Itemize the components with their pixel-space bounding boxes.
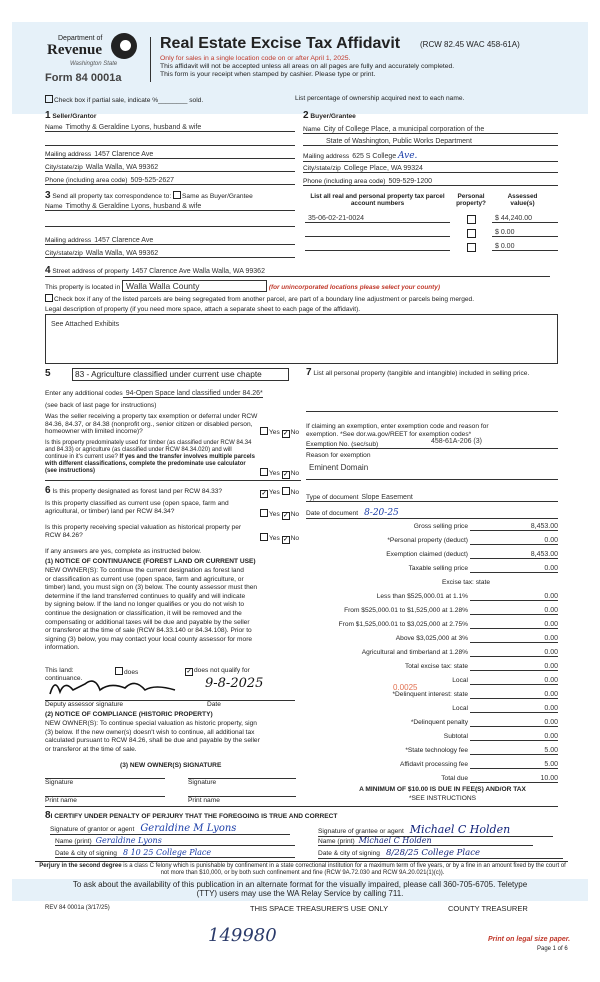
- personal-header: Personal property?: [456, 193, 486, 207]
- label: Phone (including area code): [303, 178, 386, 185]
- segregate-checkbox[interactable]: [45, 294, 53, 302]
- label: Mailing address: [45, 237, 92, 244]
- label: Exemption No. (sec/sub): [306, 441, 379, 448]
- assessor-sig-line: Deputy assessor signature Date: [45, 700, 295, 708]
- calc-label: *Delinquent interest: state: [392, 691, 468, 698]
- grantor-name-field[interactable]: Geraldine Lyons: [95, 836, 162, 845]
- assessed-value-field[interactable]: $ 0.00: [495, 229, 515, 236]
- form-number: Form 84 0001a: [45, 72, 122, 84]
- does-label: does: [124, 669, 139, 676]
- dept-label: Department of: [58, 35, 103, 42]
- personal-property-field[interactable]: [306, 405, 558, 412]
- current-use-question: Is this property classified as current use (open space, farm and agricultural, or timber) land per RCW 84.34?: [45, 500, 229, 515]
- divider: [45, 480, 301, 481]
- document-type-field[interactable]: Slope Easement: [361, 494, 413, 501]
- label: Mailing address: [303, 153, 350, 160]
- calc-value-field[interactable]: 0.00: [470, 537, 558, 545]
- legal-description-text: See Attached Exhibits: [51, 321, 120, 328]
- new-owner-print-1[interactable]: Print name: [45, 796, 165, 804]
- calc-label: Exemption claimed (deduct): [386, 551, 468, 558]
- historic-yes-checkbox[interactable]: [260, 533, 268, 541]
- section-number: 5: [45, 368, 51, 379]
- forest-question: Is this property designated as forest land per RCW 84.33?: [52, 488, 223, 495]
- calc-label: Total excise tax: state: [404, 663, 468, 670]
- receipt-number: 149980: [208, 925, 277, 946]
- corr-mail-field[interactable]: 1457 Clarence Ave: [94, 237, 154, 244]
- calc-value-field[interactable]: 0.00: [470, 593, 558, 601]
- see-instructions: *SEE INSTRUCTIONS: [408, 795, 477, 802]
- label: Name: [303, 126, 321, 133]
- calc-label: *Personal property (deduct): [387, 537, 468, 544]
- personal-property-checkbox[interactable]: [467, 243, 476, 252]
- calc-label: *Delinquent penalty: [410, 719, 468, 726]
- yes-label: Yes: [269, 535, 280, 542]
- label: Enter any additional codes: [45, 390, 123, 397]
- legal-description-field[interactable]: [45, 314, 558, 364]
- section-number: 7: [306, 367, 312, 378]
- notice-1: This affidavit will not be accepted unless all areas on all pages are fully and accurately completed.: [160, 63, 455, 70]
- notice-continuance-text: NEW OWNER(S): To continue the current designation as forest land or classification as current use (open space, farm and agriculture, or timber) land, you must sign on (3) below. The county assessor must then determine if the land transferred continues to qualify and will indicate by signing below. If the land no longer qualifies or you do not wish to continue the designation or classification, it will be removed and the compensating or additional taxes will be due and payable by the seller or transferor at the time of sale (RCW 84.33.140 or 84.34.108). Prior to signing (3) below, you may contact your local county assessor for more information.: [45, 567, 258, 652]
- yes-label: Yes: [269, 429, 280, 436]
- historic-question: Is this property receiving special valuation as historical property per RCW 84.26?: [45, 524, 242, 539]
- calc-value-field[interactable]: 0.00: [470, 733, 558, 741]
- calc-label: Less than $525,000.01 at 1.1%: [376, 593, 468, 600]
- no-label: No: [290, 489, 300, 496]
- label: Date & city of signing: [318, 850, 380, 857]
- calc-value-field[interactable]: 0.00: [470, 719, 558, 727]
- yes-label: Yes: [269, 511, 280, 518]
- q2-yes-checkbox[interactable]: [260, 468, 268, 476]
- calc-label: *State technology fee: [405, 747, 468, 754]
- seller-mail-field[interactable]: 1457 Clarence Ave: [94, 151, 154, 158]
- label: Deputy assessor signature: [45, 701, 124, 708]
- reason-line: [306, 478, 558, 480]
- reason-field[interactable]: Eminent Domain: [309, 463, 369, 472]
- notice-continuance-title: (1) NOTICE OF CONTINUANCE (FOREST LAND OR CURRENT USE): [45, 558, 256, 565]
- corr-name-line2[interactable]: [45, 217, 295, 227]
- page-number: Page 1 of 6: [537, 946, 568, 952]
- state-label: Washington State: [70, 61, 118, 67]
- calc-value-field[interactable]: 0.00: [470, 677, 558, 685]
- assessed-header: Assessed value(s): [507, 193, 538, 207]
- ownership-note: List percentage of ownership acquired next to each name.: [295, 95, 465, 102]
- label: Name (print): [318, 838, 355, 845]
- seller-city-field[interactable]: Walla Walla, WA 99362: [85, 164, 159, 171]
- q2-no-checkbox[interactable]: ✓: [283, 472, 289, 478]
- calc-label: Excise tax: state: [441, 579, 490, 586]
- notice-compliance-title: (2) NOTICE OF COMPLIANCE (HISTORIC PROPERTY): [45, 711, 213, 718]
- calc-label: Total due: [441, 775, 468, 782]
- notice-compliance-text: NEW OWNER(S): To continue special valuation as historic property, sign (3) below. If the new owner(s) doesn't wish to continue, all additional tax calculated pursuant to RCW 84.26, shall be due and payable by the seller or transferor at the time of sale.: [45, 720, 260, 753]
- label: Type of document: [306, 494, 359, 501]
- current-use-yes-checkbox[interactable]: [260, 509, 268, 517]
- partial-sale-checkbox[interactable]: [45, 95, 203, 104]
- personal-property-prompt: List all personal property (tangible and intangible) included in selling price.: [313, 370, 530, 377]
- buyer-name-field[interactable]: City of College Place, a municipal corporation of the: [323, 126, 485, 133]
- section-number: 4: [45, 265, 51, 276]
- calc-value-field[interactable]: 0.00: [470, 705, 558, 713]
- new-owner-signature-2[interactable]: Signature: [188, 778, 296, 786]
- yes-label: Yes: [269, 470, 280, 477]
- label: City/state/zip: [303, 165, 341, 172]
- section-number: 3: [45, 190, 51, 201]
- rcw-ref: (RCW 82.45 WAC 458-61A): [420, 40, 520, 49]
- section-number: 2: [303, 110, 309, 121]
- label: Signature of grantor or agent: [50, 826, 135, 833]
- calc-value-field[interactable]: 5.00: [470, 761, 558, 769]
- assessed-value-field[interactable]: $ 44,240.00: [495, 215, 532, 222]
- handwritten-ave: Ave.: [398, 151, 418, 161]
- same-as-buyer-checkbox[interactable]: [173, 191, 181, 199]
- exemption-question: Was the seller receiving a property tax exemption or deferral under RCW 84.36, 84.37, or 84.38 (nonprofit org., senior citizen or disabled person, homeowner with limited income)?: [45, 413, 258, 435]
- alt-format-notice: To ask about the availability of this publication in an alternate format for the visually impaired, please call 360-705-6705. Teletype (TTY) users may use the WA Relay Service by calling 711.: [72, 880, 528, 898]
- calc-value-field[interactable]: 10.00: [470, 775, 558, 783]
- certify-statement: I CERTIFY UNDER PENALTY OF PERJURY THAT THE FOREGOING IS TRUE AND CORRECT: [50, 813, 338, 820]
- calc-value-field[interactable]: 0.00: [470, 621, 558, 629]
- segregate-label: Check box if any of the listed parcels are being segregated from another parcel, are part of a boundary line adjustment or parcels being merged.: [54, 296, 475, 303]
- no-label: No: [290, 429, 300, 436]
- exemption-instructions: If claiming an exemption, enter exemption code and reason for exemption. *See dor.wa.gov/REET for exemption codes*: [306, 423, 489, 438]
- exemption-number-field[interactable]: 458-61A-206 (3): [431, 438, 482, 445]
- label: City/state/zip: [45, 250, 83, 257]
- grantor-signature[interactable]: Geraldine M Lyons: [140, 823, 237, 834]
- calc-value-field[interactable]: 0.00: [470, 565, 558, 573]
- parcel-number-field[interactable]: [305, 243, 308, 250]
- see-back-note: (see back of last page for instructions): [45, 402, 157, 409]
- q1-no-checkbox[interactable]: ✓: [283, 431, 289, 437]
- label: Mailing address: [45, 151, 92, 158]
- grantee-date-field[interactable]: 8/28/25 College Place: [385, 848, 480, 858]
- parcel-header: List all real and personal property tax parcel account numbers: [310, 193, 445, 207]
- buyer-city-field[interactable]: College Place, WA 99324: [343, 165, 423, 172]
- grantee-name-field[interactable]: Michael C Holden: [358, 836, 432, 845]
- timber-question: Is this property predominately used for timber (as classified under RCW 84.34 and 84.33) or agriculture (as classified under RCW 84.34.020) and will continue in it's current use? If yes and the transfer involves multiple parcels with different classifications, complete the predominate use calculator (see instructions): [45, 440, 255, 474]
- if-any-note: If any answers are yes, complete as instructed below.: [45, 548, 202, 555]
- reason-label: Reason for exemption: [306, 452, 371, 459]
- calc-label: Local: [452, 705, 468, 712]
- same-as-buyer-label: Same as Buyer/Grantee: [182, 193, 253, 200]
- label: Date of document: [306, 510, 359, 517]
- county-treasurer-label: COUNTY TREASURER: [448, 904, 528, 913]
- new-owner-signature-title: (3) NEW OWNER(S) SIGNATURE: [120, 762, 222, 769]
- header-divider: [150, 37, 151, 82]
- label: Name: [45, 124, 63, 131]
- corr-title: Send all property tax correspondence to:: [52, 193, 172, 200]
- label: Name: [45, 203, 63, 210]
- personal-property-checkbox[interactable]: [467, 215, 476, 224]
- section-number: 8: [45, 810, 51, 821]
- calc-label: Affidavit processing fee: [399, 761, 468, 768]
- land-use-code-select[interactable]: 83 - Agriculture classified under current use chapte: [72, 368, 289, 381]
- no-label: No: [290, 535, 300, 542]
- calc-label: Gross selling price: [413, 523, 468, 530]
- label: Street address of property: [52, 268, 129, 275]
- divider: [35, 861, 568, 862]
- no-label: No: [290, 511, 300, 518]
- buyer-mail-field[interactable]: 625 S College: [352, 153, 397, 160]
- divider: [45, 806, 558, 807]
- calc-value-field[interactable]: 8,453.00: [470, 551, 558, 559]
- calc-value-field[interactable]: 0.00: [470, 691, 558, 699]
- section-number: 1: [45, 110, 51, 121]
- label: Signature of grantee or agent: [318, 828, 404, 835]
- assessor-signature: [45, 672, 225, 700]
- calc-value-field[interactable]: 0.00: [470, 607, 558, 615]
- grantee-signature[interactable]: Michael C Holden: [409, 823, 511, 836]
- does-not-label: does not qualify for: [194, 667, 250, 674]
- street-address-field[interactable]: 1457 Clarence Ave Walla Walla, WA 99362: [131, 268, 265, 275]
- additional-codes-field[interactable]: 94-Open Space land classified under 84.26*: [123, 390, 263, 398]
- corr-name-field[interactable]: Timothy & Geraldine Lyons, husband & wife: [65, 203, 202, 210]
- calc-value-field[interactable]: 0.00: [470, 663, 558, 671]
- local-rate: 0.0025: [393, 683, 418, 692]
- calc-value-field[interactable]: 0.00: [470, 649, 558, 657]
- calc-label: From $525,000.01 to $1,525,000 at 1.28%: [344, 607, 468, 614]
- buyer-phone-field[interactable]: 509-529-1200: [388, 178, 433, 185]
- document-date-field[interactable]: 8-20-25: [364, 508, 399, 518]
- does-not-checkbox[interactable]: ✓: [186, 669, 192, 675]
- new-owner-print-2[interactable]: Print name: [188, 796, 296, 804]
- minimum-due-note: A MINIMUM OF $10.00 IS DUE IN FEE(S) AND/OR TAX: [359, 786, 526, 793]
- personal-property-checkbox[interactable]: [467, 229, 476, 238]
- seller-phone-field[interactable]: 509-525-2627: [130, 177, 175, 184]
- label: Name (print): [55, 838, 92, 845]
- label: This property is located in: [45, 284, 121, 291]
- assessed-value-field[interactable]: $ 0.00: [495, 243, 515, 250]
- new-owner-signature-1[interactable]: Signature: [45, 778, 165, 786]
- forest-no-checkbox[interactable]: [282, 487, 290, 495]
- section-number: 6: [45, 485, 51, 496]
- dor-logo-icon: [111, 33, 137, 59]
- treasurer-use-label: THIS SPACE TREASURER'S USE ONLY: [250, 904, 389, 913]
- calc-label: Agricultural and timberland at 1.28%: [361, 649, 468, 656]
- notice-2: This form is your receipt when stamped by cashier. Please type or print.: [160, 71, 376, 78]
- revision: REV 84 0001a (3/17/25): [45, 905, 110, 911]
- calc-label: Local: [452, 677, 468, 684]
- no-label: No: [290, 470, 300, 477]
- assessor-date: 9-8-2025: [205, 676, 264, 691]
- forest-yes-checkbox[interactable]: ✓: [261, 491, 267, 497]
- revenue-logo-text: Revenue: [47, 42, 102, 58]
- page-title: Real Estate Excise Tax Affidavit: [160, 35, 401, 52]
- parcel-number-field[interactable]: 35-06-02-21-0024: [308, 215, 365, 222]
- calc-label: Subtotal: [443, 733, 468, 740]
- calc-value-field[interactable]: 5.00: [470, 747, 558, 755]
- calc-value-field[interactable]: 0.00: [470, 635, 558, 643]
- seller-name-field[interactable]: Timothy & Geraldine Lyons, husband & wife: [65, 124, 202, 131]
- perjury-notice: Perjury in the second degree is a class C felony which is punishable by confinement in a state correctional institution for a maximum term of five years, or by a fine in an amount fixed by the court of not more than $10,000, or by both such confinement and fine (RCW 9A.72.030 and RCW 9A.20.021(1)(c)).: [39, 863, 566, 876]
- calc-label: Taxable selling price: [408, 565, 468, 572]
- label: Date & city of signing: [55, 850, 117, 857]
- label: City/state/zip: [45, 164, 83, 171]
- calc-label: From $1,525,000.01 to $3,025,000 at 2.75%: [338, 621, 468, 628]
- q1-yes-checkbox[interactable]: [260, 427, 268, 435]
- calc-label: Above $3,025,000 at 3%: [395, 635, 468, 642]
- county-note: (for unincorporated locations please select your county): [268, 284, 440, 291]
- this-land-label: This land:: [45, 667, 74, 674]
- legal-paper-note: Print on legal size paper.: [488, 936, 571, 943]
- calc-value-field[interactable]: 8,453.00: [470, 523, 558, 531]
- corr-city-field[interactable]: Walla Walla, WA 99362: [85, 250, 159, 257]
- parcel-number-field[interactable]: [305, 229, 308, 236]
- county-select[interactable]: Walla Walla County: [122, 280, 267, 292]
- grantor-date-field[interactable]: 8 10 25 College Place: [122, 848, 212, 857]
- partial-sale-label: Check box if partial sale, indicate %________ sold.: [54, 97, 204, 104]
- buyer-title: Buyer/Grantee: [310, 113, 356, 120]
- notice-red: Only for sales in a single location code on or after April 1, 2025.: [160, 55, 351, 62]
- historic-no-checkbox[interactable]: ✓: [283, 537, 289, 543]
- yes-label: Yes: [269, 489, 280, 496]
- label: Phone (including area code): [45, 177, 128, 184]
- seller-name-line2[interactable]: [45, 136, 295, 146]
- legal-desc-label: Legal description of property (if you need more space, attach a separate sheet to each page of the affidavit).: [45, 306, 361, 313]
- buyer-name-line2[interactable]: State of Washington, Public Works Department: [326, 138, 472, 145]
- seller-title: Seller/Grantor: [52, 113, 97, 120]
- continuance-label: continuance.: [45, 675, 83, 682]
- current-use-no-checkbox[interactable]: ✓: [283, 513, 289, 519]
